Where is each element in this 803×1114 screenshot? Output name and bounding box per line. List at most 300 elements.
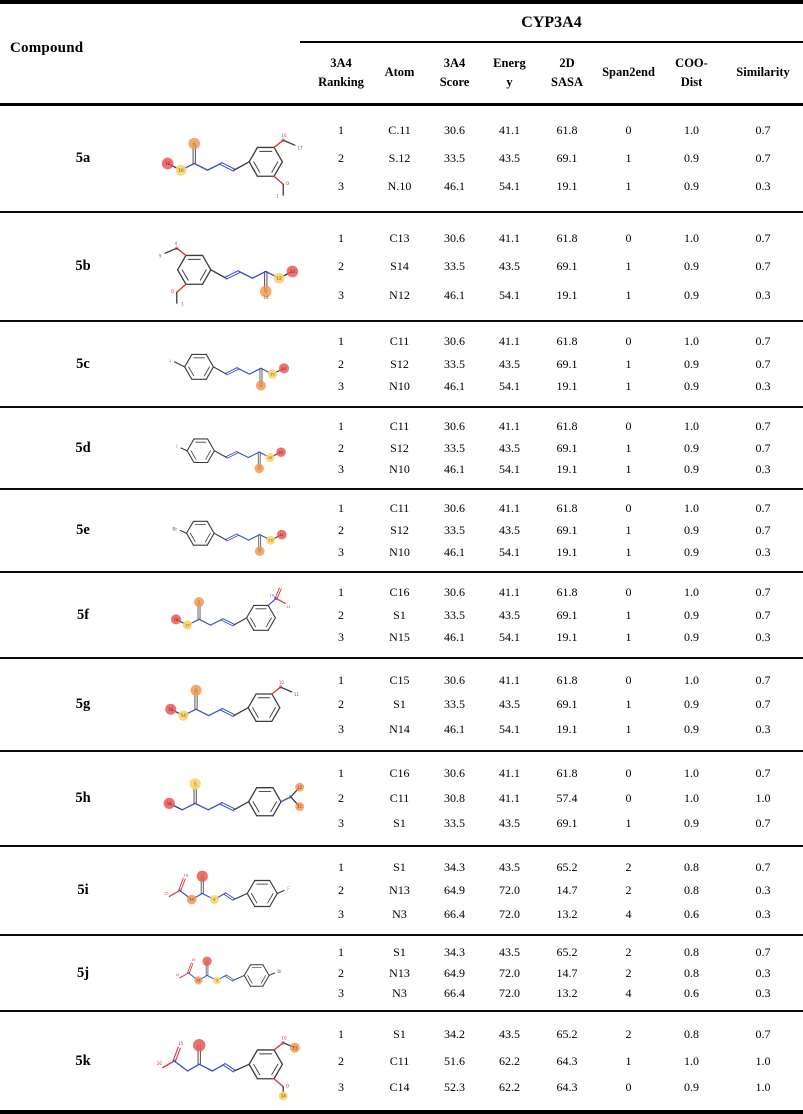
table-entry-row <box>310 151 803 166</box>
compound-row <box>0 659 803 752</box>
cell-ranking: 3 <box>338 179 344 193</box>
cell-atom: N3 <box>392 985 407 1000</box>
molecule-structure <box>150 213 310 320</box>
row-entries <box>310 752 803 845</box>
row-entries <box>310 490 803 571</box>
svg-text:S: S <box>192 141 196 148</box>
column-header-line: COO- <box>675 55 708 70</box>
cell-score: 46.1 <box>444 462 465 477</box>
svg-text:15: 15 <box>163 891 169 896</box>
cell-atom: C16 <box>389 766 410 780</box>
cell-similarity: 0.3 <box>755 721 771 736</box>
cell-coo_dist: 0.9 <box>684 151 699 165</box>
svg-text:13: 13 <box>196 978 201 983</box>
table-entry-row <box>310 722 803 737</box>
column-header <box>597 63 660 82</box>
svg-text:S: S <box>197 600 201 606</box>
cell-span2end: 2 <box>625 883 632 897</box>
cell-energy: 43.5 <box>499 356 520 371</box>
cell-sasa: 69.1 <box>556 440 578 455</box>
table-entry-row <box>310 259 803 274</box>
cell-span2end: 1 <box>625 287 632 302</box>
cell-ranking: 1 <box>338 123 344 137</box>
compound-label: 5i <box>77 882 89 898</box>
cell-span2end: 1 <box>625 721 632 736</box>
table-header <box>0 4 803 106</box>
svg-text:S: S <box>205 959 209 964</box>
cell-atom: C13 <box>389 230 410 245</box>
cell-coo_dist: 0.9 <box>684 259 699 273</box>
cell-coo_dist: 0.8 <box>684 883 699 897</box>
cell-similarity: 0.3 <box>755 379 771 394</box>
cell-atom: S1 <box>393 697 406 711</box>
svg-text:14: 14 <box>280 1093 286 1099</box>
cell-sasa: 19.1 <box>556 379 578 394</box>
cell-sasa: 61.8 <box>556 672 578 687</box>
cell-span2end: 0 <box>625 501 632 515</box>
svg-text:11: 11 <box>281 366 287 371</box>
cell-coo_dist: 0.8 <box>684 859 699 874</box>
cell-score: 46.1 <box>444 379 465 394</box>
table-body <box>0 106 803 1110</box>
table-entry-row <box>310 608 803 623</box>
svg-text:3: 3 <box>213 897 216 902</box>
cell-score: 33.5 <box>444 151 465 165</box>
row-entries <box>310 322 803 406</box>
cell-score: 34.3 <box>444 945 465 960</box>
cell-energy: 54.1 <box>499 721 520 736</box>
svg-text:4: 4 <box>174 240 178 246</box>
cell-similarity: 0.3 <box>755 179 771 193</box>
cell-atom: S.12 <box>388 151 411 165</box>
cell-span2end: 0 <box>625 672 632 687</box>
compound-row <box>0 1012 803 1110</box>
cell-coo_dist: 0.9 <box>684 179 699 193</box>
molecule-drawing <box>151 665 309 744</box>
svg-text:3: 3 <box>215 978 219 983</box>
svg-text:15: 15 <box>168 706 174 712</box>
cell-span2end: 2 <box>625 1027 632 1042</box>
cell-sasa: 13.2 <box>556 906 578 921</box>
table-entry-row <box>310 630 803 645</box>
cell-score: 33.5 <box>444 607 465 622</box>
column-header-line: 3A4 <box>443 55 466 70</box>
cell-atom: N10 <box>389 545 410 559</box>
cell-atom: N13 <box>389 883 410 897</box>
cell-energy: 43.5 <box>499 607 520 622</box>
column-header <box>660 54 723 93</box>
cell-coo_dist: 0.9 <box>684 462 699 477</box>
cell-atom: C11 <box>389 418 410 433</box>
svg-text:10: 10 <box>270 372 275 377</box>
cell-sasa: 19.1 <box>556 545 578 559</box>
cell-score: 33.5 <box>444 816 465 830</box>
cell-span2end: 4 <box>625 985 632 1000</box>
cell-score: 46.1 <box>444 179 465 193</box>
cell-similarity: 0.3 <box>755 985 771 1000</box>
table-entry-row <box>310 1027 803 1042</box>
svg-text:5: 5 <box>158 253 162 259</box>
cell-score: 30.8 <box>444 791 465 805</box>
cell-score: 66.4 <box>444 985 465 1000</box>
table-entry-row <box>310 231 803 246</box>
cell-span2end: 1 <box>625 816 632 830</box>
cell-score: 34.3 <box>444 859 465 874</box>
svg-text:O: O <box>170 290 175 296</box>
table-entry-row <box>310 357 803 372</box>
cell-ranking: 2 <box>338 1053 344 1068</box>
cell-score: 33.5 <box>444 697 465 711</box>
column-header-line: 2D <box>559 55 575 70</box>
cell-span2end: 2 <box>625 945 632 960</box>
cell-energy: 43.5 <box>499 151 520 165</box>
cell-score: 33.5 <box>444 259 465 273</box>
cell-similarity: 0.7 <box>755 945 771 960</box>
column-header-line: Span2end <box>602 65 655 80</box>
cell-coo_dist: 0.9 <box>684 545 699 559</box>
row-entries <box>310 659 803 750</box>
svg-text:10: 10 <box>178 168 184 174</box>
table-entry-row <box>310 945 803 960</box>
cell-atom: S12 <box>390 523 409 537</box>
table-entry-row <box>310 816 803 831</box>
cell-score: 51.6 <box>444 1053 465 1068</box>
cell-atom: S1 <box>393 859 406 874</box>
column-header <box>372 63 427 82</box>
cell-coo_dist: 0.9 <box>684 523 699 537</box>
svg-text:11: 11 <box>286 604 291 609</box>
molecule-structure <box>150 408 310 488</box>
compound-label: 5g <box>75 696 91 712</box>
svg-text:11: 11 <box>164 162 171 168</box>
compound-row <box>0 490 803 573</box>
svg-text:11: 11 <box>279 533 285 538</box>
cell-ranking: 2 <box>338 259 344 273</box>
cell-similarity: 0.3 <box>755 906 771 921</box>
svg-text:16: 16 <box>173 617 179 622</box>
row-entries <box>310 106 803 211</box>
cell-sasa: 69.1 <box>556 697 578 711</box>
cell-ranking: 1 <box>338 859 344 874</box>
svg-text:N: N <box>273 595 277 601</box>
cell-sasa: 61.8 <box>556 123 578 137</box>
cell-atom: S1 <box>393 1027 406 1042</box>
svg-text:S: S <box>257 465 261 471</box>
cell-sasa: 19.1 <box>556 721 578 736</box>
molecule-structure <box>150 1012 310 1110</box>
cell-ranking: 2 <box>338 523 344 537</box>
cell-atom: S1 <box>393 816 406 830</box>
cell-energy: 72.0 <box>499 883 520 897</box>
molecule-structure <box>150 106 310 211</box>
molecule-drawing <box>151 219 309 314</box>
cell-similarity: 1.0 <box>755 791 771 805</box>
compound-label: 5a <box>75 150 91 166</box>
cell-energy: 43.5 <box>499 945 520 960</box>
svg-text:16: 16 <box>156 1061 162 1067</box>
cell-atom: C14 <box>389 1079 410 1094</box>
cell-atom: C.11 <box>388 123 411 137</box>
compound-row <box>0 936 803 1012</box>
svg-text:11: 11 <box>278 450 284 455</box>
compound-row <box>0 408 803 490</box>
cell-ranking: 3 <box>338 462 344 477</box>
cell-similarity: 0.3 <box>755 462 771 477</box>
cell-ranking: 3 <box>338 985 344 1000</box>
cell-coo_dist: 0.9 <box>684 356 699 371</box>
cell-ranking: 3 <box>338 1079 344 1094</box>
cell-sasa: 61.8 <box>556 766 578 780</box>
cell-span2end: 0 <box>625 333 632 348</box>
cell-coo_dist: 0.9 <box>684 607 699 622</box>
molecule-drawing <box>151 496 309 565</box>
table-entry-row <box>310 441 803 456</box>
cell-coo_dist: 1.0 <box>684 230 699 245</box>
svg-text:S: S <box>200 874 204 880</box>
cell-atom: C11 <box>389 333 410 348</box>
cell-score: 30.6 <box>444 501 465 515</box>
cell-sasa: 61.8 <box>556 501 578 515</box>
compound-row <box>0 106 803 213</box>
cell-coo_dist: 0.9 <box>684 697 699 711</box>
molecule-structure <box>150 936 310 1010</box>
cell-similarity: 0.3 <box>755 630 771 645</box>
cell-coo_dist: 1.0 <box>684 333 699 348</box>
cell-energy: 43.5 <box>499 523 520 537</box>
cell-similarity: 0.3 <box>755 287 771 302</box>
svg-text:O: O <box>285 182 290 188</box>
column-header <box>723 63 803 82</box>
cell-sasa: 19.1 <box>556 630 578 645</box>
cell-score: 46.1 <box>444 545 465 559</box>
cell-span2end: 0 <box>625 230 632 245</box>
cell-coo_dist: 0.9 <box>684 630 699 645</box>
cell-coo_dist: 0.9 <box>684 1079 699 1094</box>
table-entry-row <box>310 523 803 538</box>
cell-ranking: 3 <box>338 906 344 921</box>
cell-ranking: 2 <box>338 965 344 980</box>
molecule-drawing <box>151 328 309 400</box>
column-header <box>537 54 597 93</box>
row-entries <box>310 213 803 320</box>
cell-similarity: 0.7 <box>755 697 771 711</box>
svg-text:12: 12 <box>297 784 303 790</box>
cell-ranking: 1 <box>338 945 344 960</box>
table-entry-row <box>310 288 803 303</box>
cell-similarity: 0.3 <box>755 545 771 559</box>
cell-similarity: 0.7 <box>755 123 771 137</box>
cell-energy: 41.1 <box>499 501 520 515</box>
cell-score: 46.1 <box>444 630 465 645</box>
column-header-line: y <box>506 75 513 89</box>
compound-row <box>0 213 803 322</box>
molecule-structure <box>150 659 310 750</box>
column-header-line: Score <box>439 75 470 89</box>
column-header-line: SASA <box>551 75 583 89</box>
cell-sasa: 14.7 <box>556 883 578 897</box>
cell-span2end: 1 <box>625 379 632 394</box>
cell-coo_dist: 0.9 <box>684 816 699 830</box>
cell-score: 33.5 <box>444 356 465 371</box>
svg-text:O: O <box>278 685 283 691</box>
cell-span2end: 0 <box>625 123 632 137</box>
molecule-drawing <box>151 853 309 928</box>
compound-row <box>0 752 803 847</box>
cell-energy: 72.0 <box>499 965 520 980</box>
cell-sasa: 69.1 <box>556 816 578 830</box>
molecule-structure <box>150 752 310 845</box>
row-entries <box>310 573 803 657</box>
cell-energy: 43.5 <box>499 816 520 830</box>
cell-similarity: 1.0 <box>755 1053 771 1068</box>
cell-ranking: 3 <box>338 721 344 736</box>
cell-similarity: 0.7 <box>755 816 771 830</box>
cell-score: 30.6 <box>444 766 465 780</box>
cell-span2end: 4 <box>625 906 632 921</box>
cell-sasa: 65.2 <box>556 945 578 960</box>
cell-energy: 43.5 <box>499 1027 520 1042</box>
svg-text:16: 16 <box>191 958 196 963</box>
cell-similarity: 0.7 <box>755 151 771 165</box>
cell-atom: N3 <box>392 906 407 921</box>
cell-energy: 72.0 <box>499 906 520 921</box>
cell-atom: S1 <box>393 607 406 622</box>
cell-sasa: 69.1 <box>556 259 578 273</box>
svg-text:15: 15 <box>185 623 190 628</box>
cell-score: 34.2 <box>444 1027 465 1042</box>
svg-text:15: 15 <box>178 1041 184 1047</box>
svg-text:Br: Br <box>172 527 178 533</box>
column-header-line: Atom <box>384 65 415 80</box>
cell-atom: C15 <box>389 672 410 687</box>
cell-sasa: 69.1 <box>556 356 578 371</box>
table-entry-row <box>310 462 803 477</box>
cell-coo_dist: 0.6 <box>684 906 699 921</box>
table-entry-row <box>310 966 803 981</box>
cell-similarity: 0.7 <box>755 356 771 371</box>
cell-similarity: 0.7 <box>755 1027 771 1042</box>
table-entry-row <box>310 501 803 516</box>
cell-span2end: 0 <box>625 584 632 599</box>
svg-text:14: 14 <box>180 713 186 719</box>
cell-atom: S12 <box>390 440 409 455</box>
cell-sasa: 64.3 <box>556 1079 578 1094</box>
molecule-drawing <box>151 942 309 1004</box>
cell-atom: C11 <box>389 501 410 515</box>
cell-span2end: 1 <box>625 630 632 645</box>
svg-text:10: 10 <box>268 538 273 543</box>
svg-text:16: 16 <box>183 873 189 878</box>
row-entries <box>310 408 803 488</box>
cell-ranking: 1 <box>338 418 344 433</box>
svg-text:N: N <box>172 1059 176 1065</box>
svg-text:O: O <box>281 138 286 144</box>
cell-ranking: 3 <box>338 379 344 394</box>
row-entries <box>310 936 803 1010</box>
row-entries <box>310 1012 803 1110</box>
cell-span2end: 0 <box>625 418 632 433</box>
svg-text:N: N <box>289 795 293 801</box>
cell-atom: N14 <box>389 721 410 736</box>
column-header-line: Dist <box>680 75 703 89</box>
svg-text:1: 1 <box>169 358 172 363</box>
svg-text:S: S <box>258 548 261 554</box>
column-header <box>482 54 537 93</box>
column-header-line: Similarity <box>736 65 790 80</box>
cell-score: 46.1 <box>444 287 465 302</box>
svg-text:16: 16 <box>166 800 172 806</box>
cell-span2end: 1 <box>625 259 632 273</box>
table-entry-row <box>310 379 803 394</box>
svg-text:10: 10 <box>269 593 275 598</box>
cell-similarity: 0.7 <box>755 333 771 348</box>
molecule-structure <box>150 573 310 657</box>
cell-energy: 41.1 <box>499 766 520 780</box>
cell-energy: 43.5 <box>499 859 520 874</box>
cell-span2end: 1 <box>625 179 632 193</box>
group-header-cyp3a4: CYP3A4 <box>300 6 803 43</box>
table-entry-row <box>310 179 803 194</box>
cell-similarity: 0.7 <box>755 230 771 245</box>
cell-energy: 41.1 <box>499 230 520 245</box>
cell-coo_dist: 1.0 <box>684 1053 699 1068</box>
cell-energy: 43.5 <box>499 697 520 711</box>
svg-text:11: 11 <box>292 1045 298 1051</box>
column-headers <box>310 43 803 103</box>
cell-ranking: 2 <box>338 440 344 455</box>
cell-energy: 62.2 <box>499 1053 520 1068</box>
cell-atom: N10 <box>389 462 410 477</box>
compound-label: 5b <box>75 258 91 274</box>
cell-sasa: 64.3 <box>556 1053 578 1068</box>
cell-score: 30.6 <box>444 672 465 687</box>
cell-sasa: 19.1 <box>556 287 578 302</box>
svg-text:12: 12 <box>276 276 282 282</box>
cell-ranking: 2 <box>338 151 344 165</box>
cell-atom: N12 <box>389 287 410 302</box>
compound-row <box>0 322 803 408</box>
cell-similarity: 0.3 <box>755 883 771 897</box>
table-entry-row <box>310 766 803 781</box>
table-entry-row <box>310 419 803 434</box>
svg-text:N: N <box>187 971 190 976</box>
compound-label: 5f <box>76 606 90 623</box>
cell-span2end: 1 <box>625 440 632 455</box>
cell-energy: 41.1 <box>499 333 520 348</box>
cell-score: 64.9 <box>444 883 465 897</box>
molecule-drawing <box>151 1019 309 1103</box>
cell-coo_dist: 0.8 <box>684 965 699 980</box>
cell-score: 30.6 <box>444 418 465 433</box>
table-entry-row <box>310 585 803 600</box>
cell-sasa: 19.1 <box>556 179 578 193</box>
cell-atom: S14 <box>390 259 409 273</box>
molecule-structure <box>150 322 310 406</box>
table-entry-row <box>310 697 803 712</box>
svg-text:10: 10 <box>267 455 273 460</box>
cell-coo_dist: 1.0 <box>684 501 699 515</box>
cell-ranking: 1 <box>338 672 344 687</box>
svg-text:15: 15 <box>175 973 180 978</box>
cell-score: 33.5 <box>444 523 465 537</box>
cell-energy: 72.0 <box>499 985 520 1000</box>
cell-atom: N10 <box>389 379 410 394</box>
cell-ranking: 1 <box>338 584 344 599</box>
svg-text:O: O <box>281 1041 286 1047</box>
cell-similarity: 0.7 <box>755 584 771 599</box>
molecule-drawing <box>151 112 309 205</box>
cell-energy: 54.1 <box>499 179 520 193</box>
